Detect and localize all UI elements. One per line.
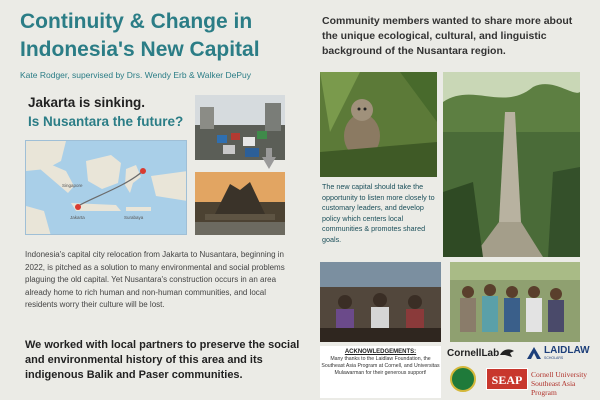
rainforest-tree-photo — [443, 72, 580, 257]
intro-paragraph: Indonesia's capital city relocation from Jakarta to Nusantara, beginning in 2022, is pitched as a solution to many environmental and social problems plaguing the old capital. Yet Nusantara's construction occurs in an area already home to rich human and non-human communities, and local residents worry their culture will be lost. — [25, 250, 285, 310]
laidlaw-text: LAIDLAW — [544, 345, 590, 356]
community-heading: Community members wanted to share more about the unique ecological, cultural, and linguistic background of the Nusantara region. — [322, 15, 573, 57]
ack-title: ACKNOWLEDGEMENTS: — [344, 349, 417, 355]
indonesia-map — [25, 140, 187, 235]
cornell-lab-text: CornellLab — [447, 347, 500, 359]
map-label-singapore: Singapore — [62, 183, 83, 188]
nusantara-palace-photo — [195, 172, 285, 235]
seap-university-text — [531, 370, 600, 397]
question-line-2: Is Nusantara the future? — [28, 114, 184, 129]
laidlaw-subtext: SCHOLARS — [544, 356, 564, 360]
palace-graphic — [195, 172, 285, 235]
group-photo — [450, 262, 580, 342]
seap-logo: SEAP — [486, 368, 528, 390]
laidlaw-logo — [527, 346, 590, 360]
laidlaw-mark-icon — [527, 347, 541, 359]
cornell-lab-logo — [447, 347, 515, 359]
southeast-asia-program-label: Southeast Asia Program — [531, 379, 576, 397]
macaque-photo — [320, 72, 437, 177]
meeting-graphic — [320, 262, 441, 342]
community-meeting-photo — [320, 262, 441, 342]
map-label-surabaya: Surabaya — [124, 215, 144, 220]
map-label-jakarta: Jakarta — [70, 215, 85, 220]
policy-recommendation: The new capital should take the opportunity to listen more closely to customary leaders, and develop policy which centers local communities & promotes shared goals. — [322, 182, 435, 244]
acknowledgements-box — [320, 346, 441, 398]
map-graphic — [26, 141, 187, 235]
ack-text: Many thanks to the Laidlaw Foundation, the Southeast Asia Program at Cornell, and Universitas Mulawarman for their generous support! — [321, 356, 440, 376]
author-line: Kate Rodger, supervised by Drs. Wendy Erb & Walker DePuy — [20, 70, 252, 80]
partner-statement: We worked with local partners to preserve the social and environmental history of this area and its indigenous Balik and Paser communities. — [25, 339, 300, 381]
arrow-down-icon — [262, 157, 276, 169]
macaque-graphic — [320, 72, 437, 177]
question-line-1: Jakarta is sinking. — [28, 95, 146, 110]
group-graphic — [450, 262, 580, 342]
poster-title: Continuity & Change in Indonesia's New Capital — [20, 10, 260, 61]
universitas-mulawarman-seal-icon — [450, 366, 476, 392]
cornell-university-label: Cornell University — [531, 370, 588, 379]
bird-icon — [499, 347, 515, 359]
tree-graphic — [443, 72, 580, 257]
